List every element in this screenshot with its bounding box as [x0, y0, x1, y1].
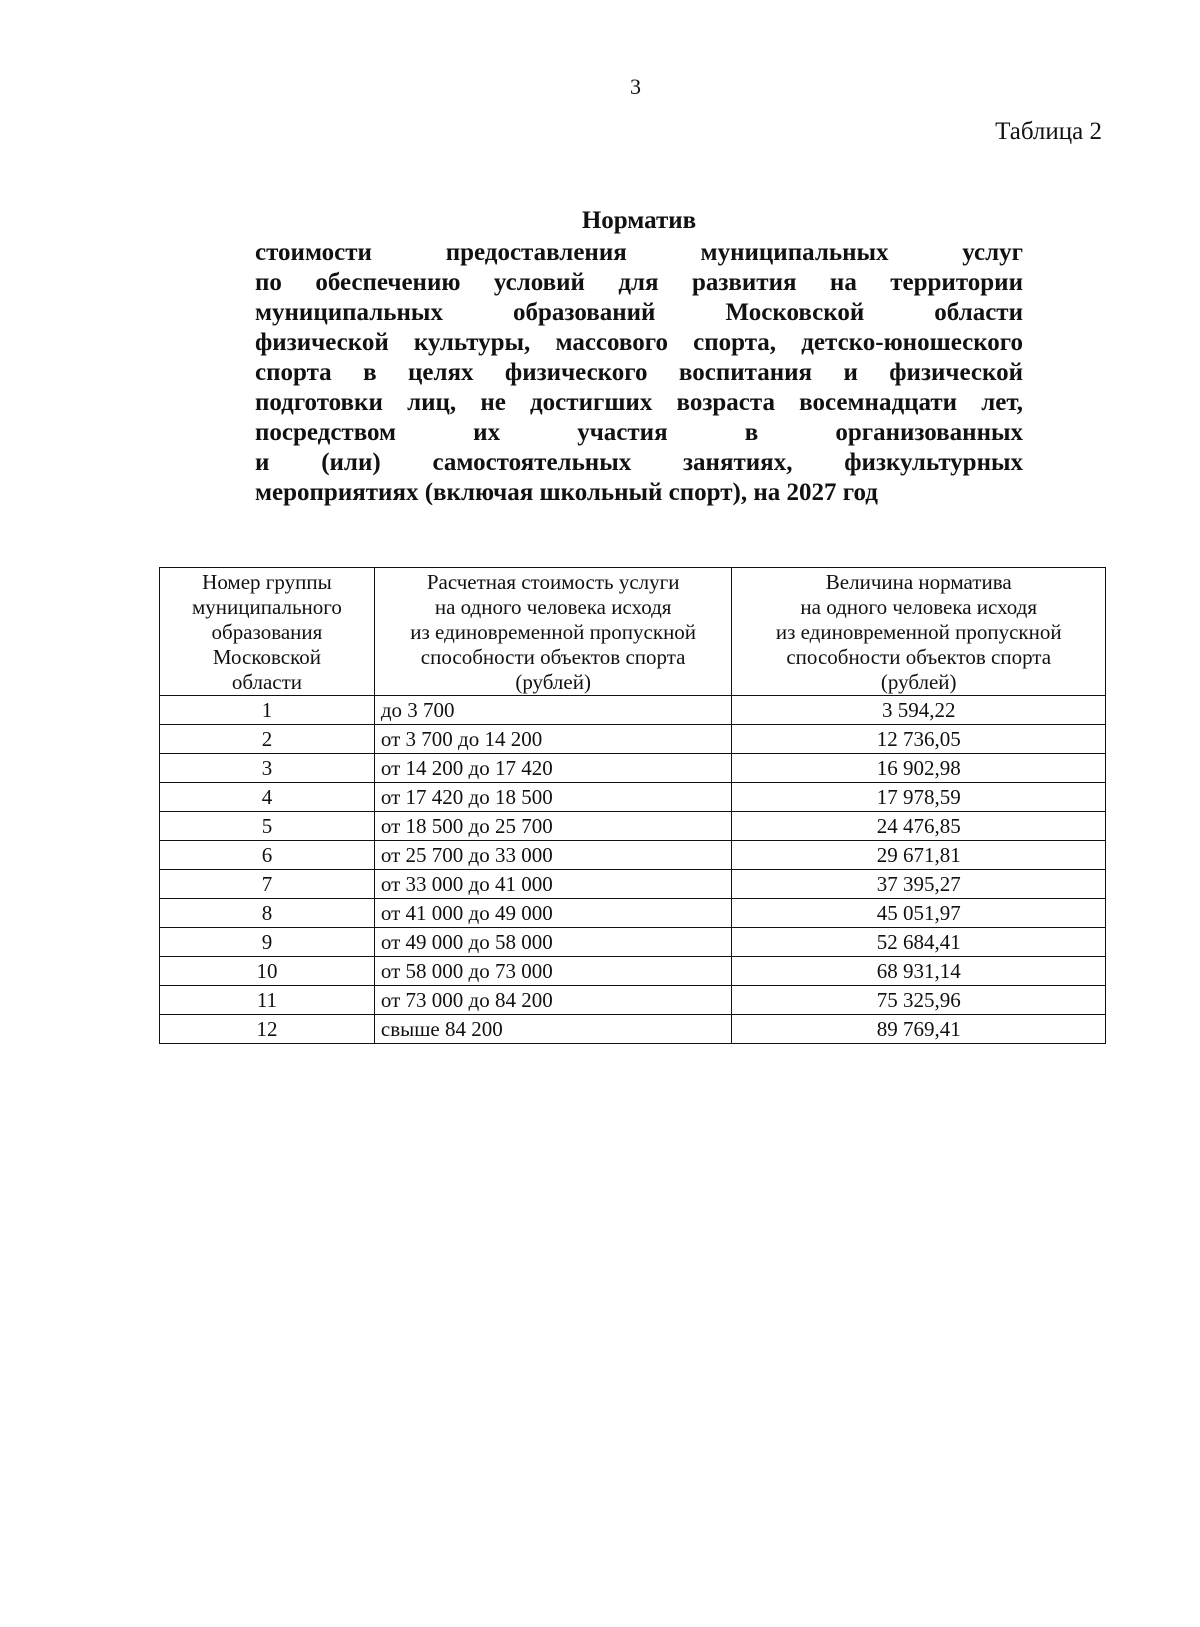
cell-group-number: 11	[160, 986, 375, 1015]
cell-group-number: 12	[160, 1015, 375, 1044]
cell-calculated-cost: от 33 000 до 41 000	[374, 870, 732, 899]
header-line: Номер группы	[202, 570, 332, 594]
header-line: муниципального	[192, 595, 342, 619]
title-line: стоимости предоставления муниципальных услуг	[255, 239, 1023, 266]
cell-calculated-cost: от 49 000 до 58 000	[374, 928, 732, 957]
cell-norm-value: 68 931,14	[732, 957, 1106, 986]
header-calculated-cost	[374, 568, 732, 696]
title-line: мероприятиях (включая школьный спорт), на 2027 год	[255, 479, 878, 506]
cell-group-number: 5	[160, 812, 375, 841]
table-header-row	[160, 568, 1106, 696]
document-title	[255, 206, 1023, 508]
title-line: спорта в целях физического воспитания и физической	[255, 359, 1023, 386]
cell-norm-value: 89 769,41	[732, 1015, 1106, 1044]
table-row	[160, 725, 1106, 754]
table-row	[160, 928, 1106, 957]
header-line: на одного человека исходя	[800, 595, 1038, 619]
cell-group-number: 9	[160, 928, 375, 957]
header-group-number	[160, 568, 375, 696]
table-row	[160, 754, 1106, 783]
cell-group-number: 7	[160, 870, 375, 899]
title-line: муниципальных образований Московской области	[255, 299, 1023, 326]
title-line: подготовки лиц, не достигших возраста восемнадцати лет,	[255, 389, 1023, 416]
header-norm-value	[732, 568, 1106, 696]
cell-norm-value: 29 671,81	[732, 841, 1106, 870]
cell-calculated-cost: от 73 000 до 84 200	[374, 986, 732, 1015]
header-line: из единовременной пропускной	[775, 620, 1062, 644]
cell-norm-value: 3 594,22	[732, 696, 1106, 725]
header-line: (рублей)	[880, 670, 957, 694]
table-row	[160, 841, 1106, 870]
cell-calculated-cost: от 18 500 до 25 700	[374, 812, 732, 841]
header-line: способности объектов спорта	[420, 645, 686, 669]
cell-calculated-cost: до 3 700	[374, 696, 732, 725]
header-line: Московской	[212, 645, 321, 669]
table-row	[160, 1015, 1106, 1044]
cell-norm-value: 24 476,85	[732, 812, 1106, 841]
cell-norm-value: 52 684,41	[732, 928, 1106, 957]
cell-norm-value: 75 325,96	[732, 986, 1106, 1015]
cell-group-number: 4	[160, 783, 375, 812]
cell-group-number: 10	[160, 957, 375, 986]
table-row	[160, 870, 1106, 899]
cell-calculated-cost: от 14 200 до 17 420	[374, 754, 732, 783]
title-main: Норматив	[581, 207, 697, 234]
table-body	[160, 696, 1106, 1044]
header-line: образования	[211, 620, 323, 644]
cell-norm-value: 37 395,27	[732, 870, 1106, 899]
header-line: способности объектов спорта	[786, 645, 1052, 669]
table-row	[160, 957, 1106, 986]
title-line: физической культуры, массового спорта, детско-юношеского	[255, 329, 1023, 356]
norm-table	[159, 567, 1106, 1044]
table-row	[160, 986, 1106, 1015]
header-line: (рублей)	[515, 670, 591, 694]
header-line: Величина норматива	[825, 570, 1012, 594]
cell-group-number: 1	[160, 696, 375, 725]
title-line: по обеспечению условий для развития на территории	[255, 269, 1023, 296]
cell-group-number: 2	[160, 725, 375, 754]
table-row	[160, 812, 1106, 841]
table-caption: Таблица 2	[995, 118, 1102, 145]
cell-calculated-cost: от 17 420 до 18 500	[374, 783, 732, 812]
cell-calculated-cost: от 25 700 до 33 000	[374, 841, 732, 870]
table-row	[160, 899, 1106, 928]
table-row	[160, 783, 1106, 812]
cell-norm-value: 17 978,59	[732, 783, 1106, 812]
header-line: на одного человека исходя	[434, 595, 672, 619]
cell-group-number: 3	[160, 754, 375, 783]
page-number: 3	[630, 74, 641, 99]
title-line: и (или) самостоятельных занятиях, физкультурных	[255, 449, 1023, 476]
cell-group-number: 6	[160, 841, 375, 870]
title-body	[255, 238, 1023, 508]
header-line: Расчетная стоимость услуги	[426, 570, 680, 594]
cell-calculated-cost: от 3 700 до 14 200	[374, 725, 732, 754]
header-line: области	[231, 670, 303, 694]
title-line: посредством их участия в организованных	[255, 419, 1023, 446]
cell-norm-value: 12 736,05	[732, 725, 1106, 754]
cell-calculated-cost: свыше 84 200	[374, 1015, 732, 1044]
cell-norm-value: 45 051,97	[732, 899, 1106, 928]
table-row	[160, 696, 1106, 725]
cell-calculated-cost: от 58 000 до 73 000	[374, 957, 732, 986]
cell-group-number: 8	[160, 899, 375, 928]
header-line: из единовременной пропускной	[410, 620, 697, 644]
cell-calculated-cost: от 41 000 до 49 000	[374, 899, 732, 928]
cell-norm-value: 16 902,98	[732, 754, 1106, 783]
